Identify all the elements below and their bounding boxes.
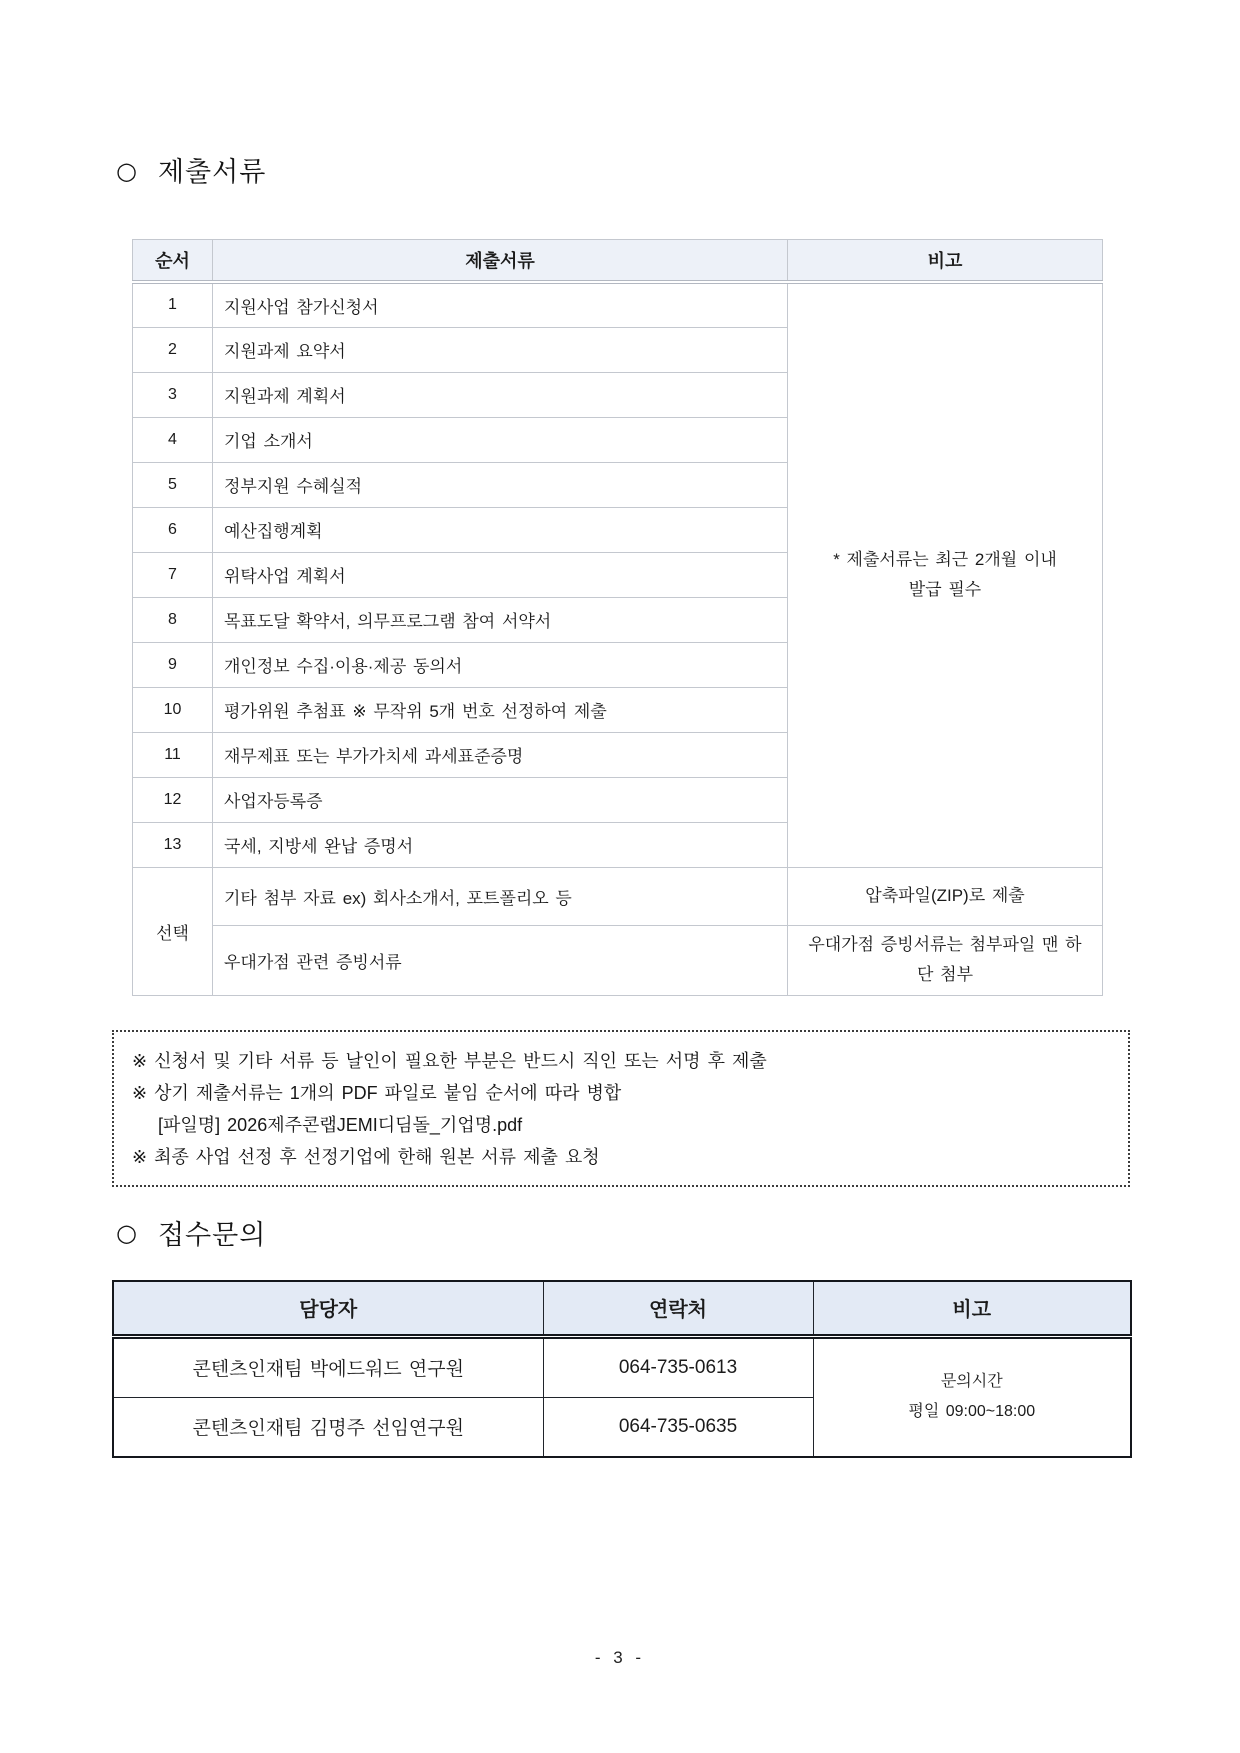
cell-document: 평가위원 추첨표 ※ 무작위 5개 번호 선정하여 제출	[213, 687, 788, 732]
cell-inquiry-hours	[813, 1336, 1131, 1457]
header-cell-person: 담당자	[113, 1281, 543, 1337]
inquiry-hours-line-1: 문의시간	[940, 1373, 1003, 1390]
cell-document: 예산집행계획	[213, 507, 788, 552]
section-heading-contact	[116, 1213, 1240, 1252]
submission-docs-table	[132, 239, 1103, 996]
header-cell-documents: 제출서류	[213, 240, 788, 283]
remark-line-1: * 제출서류는 최근 2개월 이내	[833, 550, 1057, 570]
header-cell-remarks: 비고	[788, 240, 1103, 283]
cell-document: 정부지원 수혜실적	[213, 462, 788, 507]
table-row	[133, 282, 1103, 327]
cell-document: 지원과제 요약서	[213, 327, 788, 372]
cell-remark-merged	[788, 282, 1103, 867]
circle-bullet-icon: ○	[116, 156, 138, 185]
cell-order: 7	[133, 552, 213, 597]
cell-document: 우대가점 관련 증빙서류	[213, 925, 788, 995]
contact-table	[112, 1280, 1132, 1458]
circle-bullet-icon: ○	[116, 1219, 138, 1247]
table-header-row	[113, 1281, 1131, 1337]
cell-optional-label: 선택	[133, 867, 213, 995]
note-line: ※ 최종 사업 선정 후 선정기업에 한해 원본 서류 제출 요청	[132, 1146, 600, 1167]
section-title: 접수문의	[157, 1219, 267, 1251]
cell-remark: 압축파일(ZIP)로 제출	[788, 867, 1103, 925]
cell-document: 국세, 지방세 완납 증명서	[213, 822, 788, 867]
cell-order: 13	[133, 822, 213, 867]
table-row-optional	[133, 867, 1103, 925]
cell-order: 5	[133, 462, 213, 507]
cell-document: 위탁사업 계획서	[213, 552, 788, 597]
cell-document: 개인정보 수집·이용·제공 동의서	[213, 642, 788, 687]
table-header-row	[133, 240, 1103, 283]
header-cell-remarks: 비고	[813, 1281, 1131, 1337]
cell-order: 2	[133, 327, 213, 372]
cell-phone: 064-735-0635	[543, 1397, 813, 1457]
cell-order: 3	[133, 372, 213, 417]
remark-line-2: 발급 필수	[908, 580, 982, 600]
cell-document: 기타 첨부 자료 ex) 회사소개서, 포트폴리오 등	[213, 867, 788, 925]
cell-person: 콘텐츠인재팀 김명주 선임연구원	[113, 1397, 543, 1457]
note-line: ※ 상기 제출서류는 1개의 PDF 파일로 붙임 순서에 따라 병합	[132, 1082, 622, 1103]
cell-document: 지원사업 참가신청서	[213, 282, 788, 327]
header-cell-phone: 연락처	[543, 1281, 813, 1337]
inquiry-hours-line-2: 평일 09:00~18:00	[908, 1403, 1036, 1420]
note-line-filename: [파일명] 2026제주콘랩JEMI디딤돌_기업명.pdf	[158, 1114, 523, 1135]
cell-document: 지원과제 계획서	[213, 372, 788, 417]
contact-row	[113, 1336, 1131, 1397]
cell-phone: 064-735-0613	[543, 1336, 813, 1397]
cell-document: 사업자등록증	[213, 777, 788, 822]
cell-order: 1	[133, 282, 213, 327]
section-title: 제출서류	[157, 157, 267, 188]
cell-document: 재무제표 또는 부가가치세 과세표준증명	[213, 732, 788, 777]
table-row-optional	[133, 925, 1103, 995]
cell-order: 11	[133, 732, 213, 777]
cell-document: 목표도달 확약서, 의무프로그램 참여 서약서	[213, 597, 788, 642]
cell-order: 6	[133, 507, 213, 552]
cell-order: 4	[133, 417, 213, 462]
cell-document: 기업 소개서	[213, 417, 788, 462]
section-heading-submission-docs	[116, 150, 1240, 189]
cell-remark: 우대가점 증빙서류는 첨부파일 맨 하단 첨부	[788, 925, 1103, 995]
cell-order: 12	[133, 777, 213, 822]
page-number: - 3 -	[594, 1648, 646, 1667]
header-cell-order: 순서	[133, 240, 213, 283]
notes-box	[112, 1030, 1130, 1187]
cell-order: 10	[133, 687, 213, 732]
cell-person: 콘텐츠인재팀 박에드워드 연구원	[113, 1336, 543, 1397]
cell-order: 9	[133, 642, 213, 687]
note-line: ※ 신청서 및 기타 서류 등 날인이 필요한 부분은 반드시 직인 또는 서명 후 제출	[132, 1050, 767, 1071]
cell-order: 8	[133, 597, 213, 642]
